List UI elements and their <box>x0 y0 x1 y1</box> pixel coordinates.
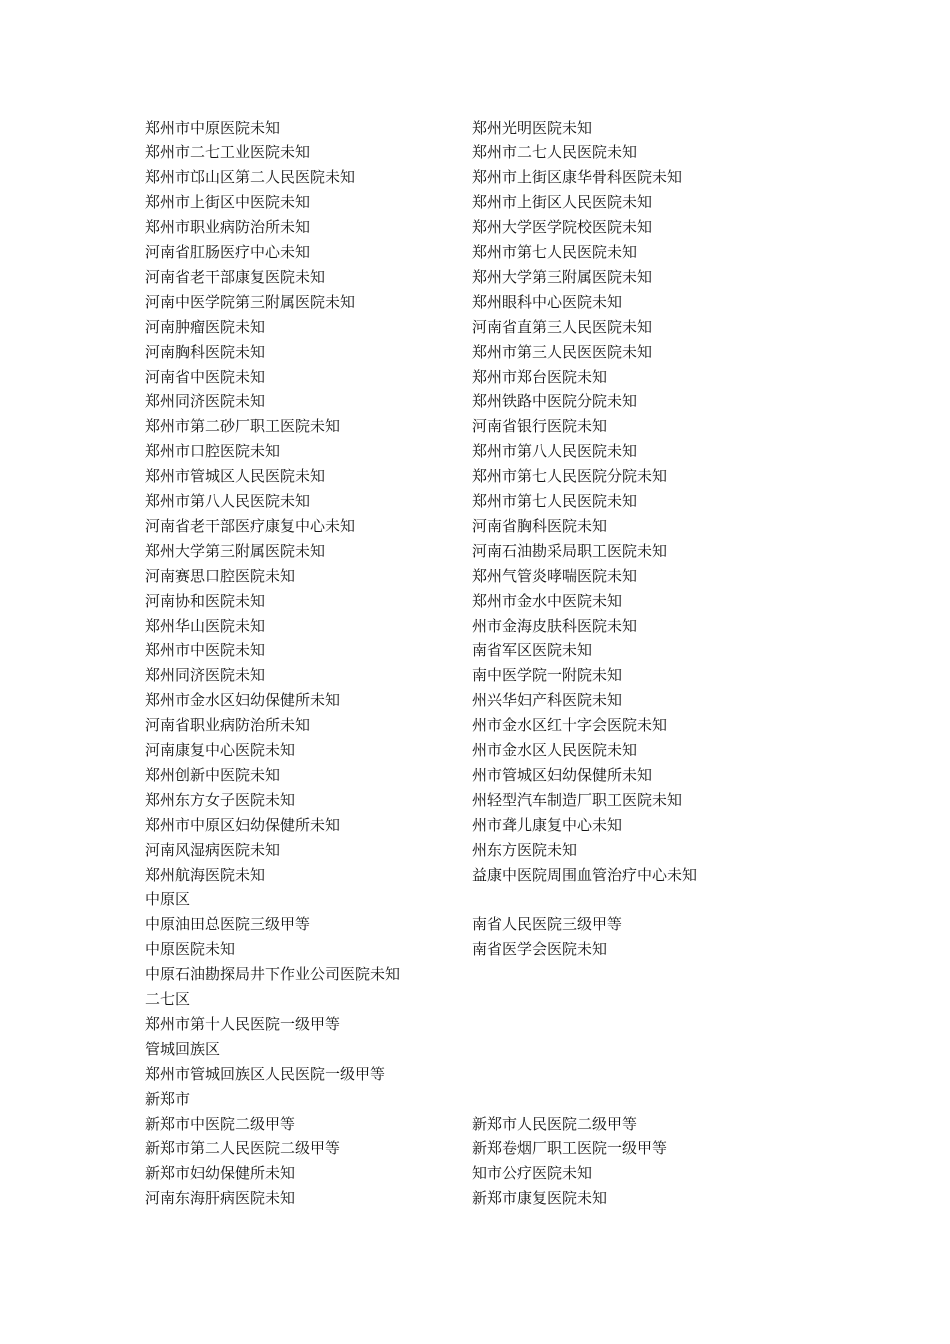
hospital-entry-left: 河南康复中心医院未知 <box>145 741 296 759</box>
hospital-entry-right: 河南省胸科医院未知 <box>472 516 608 535</box>
hospital-entry-right: 郑州市第八人民医院未知 <box>472 442 638 461</box>
hospital-row <box>0 688 950 713</box>
district-heading: 新郑市 <box>145 1089 191 1108</box>
hospital-row <box>0 190 950 215</box>
hospital-row <box>0 788 950 813</box>
hospital-entry-left: 郑州市第二砂厂职工医院未知 <box>145 417 341 436</box>
hospital-row <box>0 265 950 290</box>
hospital-entry-left: 河南赛思口腔医院未知 <box>145 566 296 585</box>
hospital-entry-left: 河南东海肝病医院未知 <box>145 1189 296 1208</box>
hospital-entry-right: 郑州铁路中医院分院未知 <box>472 392 638 411</box>
hospital-entry-right: 河南省直第三人民医院未知 <box>472 317 653 336</box>
hospital-entry-left: 中原医院未知 <box>145 940 236 959</box>
hospital-entry-right: 州市金海皮肤科医院未知 <box>472 616 638 635</box>
hospital-entry-left: 郑州市上街区中医院未知 <box>145 193 311 212</box>
hospital-entry-right: 郑州市二七人民医院未知 <box>472 143 638 162</box>
hospital-entry-left: 中原石油勘探局井下作业公司医院未知 <box>145 965 401 984</box>
hospital-row <box>0 912 950 937</box>
district-heading-row <box>0 887 950 912</box>
hospital-entry-left: 郑州创新中医院未知 <box>145 765 281 784</box>
hospital-entry-right: 南中医学院一附院未知 <box>472 666 623 685</box>
hospital-entry-right: 州东方医院未知 <box>472 840 578 859</box>
hospital-entry-right: 州市金水区红十字会医院未知 <box>472 716 668 735</box>
district-heading-row <box>0 1037 950 1062</box>
hospital-entry-right: 郑州大学第三附属医院未知 <box>472 267 653 286</box>
hospital-row <box>0 140 950 165</box>
hospital-entry-right: 新郑市人民医院二级甲等 <box>472 1114 638 1133</box>
hospital-row <box>0 564 950 589</box>
hospital-entry-right: 州市管城区妇幼保健所未知 <box>472 765 653 784</box>
hospital-entry-left: 郑州市第八人民医院未知 <box>145 492 311 510</box>
hospital-entry-left: 河南胸科医院未知 <box>145 342 266 361</box>
hospital-entry-left: 郑州市金水区妇幼保健所未知 <box>145 691 341 710</box>
hospital-row <box>0 116 950 141</box>
hospital-entry-left: 郑州东方女子医院未知 <box>145 790 296 809</box>
district-heading: 管城回族区 <box>145 1039 221 1058</box>
hospital-row <box>0 962 950 987</box>
hospital-entry-left: 郑州市中医院未知 <box>145 641 266 660</box>
hospital-row <box>0 937 950 962</box>
hospital-entry-left: 郑州华山医院未知 <box>145 616 266 635</box>
hospital-row <box>0 614 950 639</box>
hospital-entry-left: 郑州市口腔医院未知 <box>145 442 281 461</box>
hospital-row <box>0 290 950 315</box>
hospital-entry-right: 河南省银行医院未知 <box>472 417 608 436</box>
hospital-entry-right: 郑州光明医院未知 <box>472 118 593 137</box>
hospital-entry-right: 郑州市第三人民医医院未知 <box>472 342 653 361</box>
hospital-row <box>0 439 950 464</box>
hospital-entry-right: 郑州大学医学院校医院未知 <box>472 218 653 237</box>
district-heading: 二七区 <box>145 990 191 1008</box>
hospital-row <box>0 1012 950 1037</box>
hospital-entry-left: 郑州市第十人民医院一级甲等 <box>145 1014 341 1033</box>
hospital-row <box>0 663 950 688</box>
hospital-entry-right: 州市聋儿康复中心未知 <box>472 815 623 834</box>
hospital-entry-left: 河南省老干部医疗康复中心未知 <box>145 516 356 535</box>
hospital-row <box>0 1161 950 1186</box>
hospital-row <box>0 365 950 390</box>
hospital-entry-right: 郑州市金水中医院未知 <box>472 591 623 610</box>
hospital-entry-left: 郑州市中原医院未知 <box>145 118 281 137</box>
hospital-entry-right: 知市公疗医院未知 <box>472 1164 593 1183</box>
hospital-row <box>0 589 950 614</box>
hospital-row <box>0 389 950 414</box>
hospital-entry-left: 河南中医学院第三附属医院未知 <box>145 292 356 311</box>
hospital-row <box>0 240 950 265</box>
hospital-entry-right: 郑州市第七人民医院未知 <box>472 492 638 510</box>
hospital-entry-right: 南省军区医院未知 <box>472 641 593 660</box>
hospital-entry-left: 郑州同济医院未知 <box>145 392 266 411</box>
hospital-entry-left: 郑州市管城回族区人民医院一级甲等 <box>145 1064 386 1083</box>
hospital-entry-left: 河南肿瘤医院未知 <box>145 317 266 336</box>
hospital-row <box>0 414 950 439</box>
hospital-entry-left: 郑州市二七工业医院未知 <box>145 143 311 162</box>
hospital-entry-right: 州兴华妇产科医院未知 <box>472 691 623 710</box>
hospital-entry-left: 河南省老干部康复医院未知 <box>145 267 326 286</box>
hospital-entry-right: 南省医学会医院未知 <box>472 940 608 959</box>
hospital-entry-left: 河南协和医院未知 <box>145 591 266 610</box>
district-heading-row <box>0 987 950 1012</box>
hospital-entry-right: 郑州气管炎哮喘医院未知 <box>472 566 638 585</box>
hospital-row <box>0 813 950 838</box>
hospital-entry-right: 州市金水区人民医院未知 <box>472 741 638 759</box>
hospital-entry-left: 新郑市妇幼保健所未知 <box>145 1164 296 1183</box>
hospital-row <box>0 215 950 240</box>
hospital-entry-right: 州轻型汽车制造厂职工医院未知 <box>472 790 683 809</box>
district-heading-row <box>0 1087 950 1112</box>
hospital-row <box>0 1136 950 1161</box>
hospital-row <box>0 1186 950 1211</box>
hospital-row <box>0 165 950 190</box>
hospital-entry-right: 郑州市上街区人民医院未知 <box>472 193 653 212</box>
hospital-row <box>0 315 950 340</box>
hospital-row <box>0 514 950 539</box>
hospital-row <box>0 763 950 788</box>
hospital-entry-left: 郑州航海医院未知 <box>145 865 266 884</box>
hospital-row <box>0 464 950 489</box>
hospital-row <box>0 863 950 888</box>
hospital-entry-left: 河南省中医院未知 <box>145 367 266 386</box>
hospital-row <box>0 1112 950 1137</box>
hospital-entry-left: 郑州市管城区人民医院未知 <box>145 467 326 486</box>
hospital-entry-right: 新郑市康复医院未知 <box>472 1189 608 1208</box>
hospital-entry-left: 中原油田总医院三级甲等 <box>145 915 311 934</box>
hospital-entry-right: 新郑卷烟厂职工医院一级甲等 <box>472 1139 668 1158</box>
hospital-entry-left: 新郑市第二人民医院二级甲等 <box>145 1139 341 1158</box>
hospital-row <box>0 713 950 738</box>
hospital-row <box>0 838 950 863</box>
hospital-row <box>0 340 950 365</box>
hospital-entry-right: 郑州市上街区康华骨科医院未知 <box>472 168 683 187</box>
hospital-row <box>0 1062 950 1087</box>
hospital-entry-left: 河南省职业病防治所未知 <box>145 716 311 735</box>
hospital-entry-right: 郑州市第七人民医院分院未知 <box>472 467 668 486</box>
hospital-entry-right: 河南石油勘采局职工医院未知 <box>472 541 668 560</box>
hospital-row <box>0 489 950 514</box>
hospital-entry-left: 郑州市邙山区第二人民医院未知 <box>145 168 356 187</box>
hospital-entry-left: 郑州市职业病防治所未知 <box>145 218 311 237</box>
hospital-entry-left: 河南风湿病医院未知 <box>145 840 281 859</box>
hospital-entry-right: 益康中医院周围血管治疗中心未知 <box>472 865 698 884</box>
hospital-row <box>0 738 950 763</box>
hospital-row <box>0 539 950 564</box>
district-heading: 中原区 <box>145 890 191 909</box>
hospital-entry-left: 河南省肛肠医疗中心未知 <box>145 243 311 261</box>
hospital-entry-right: 郑州眼科中心医院未知 <box>472 292 623 311</box>
hospital-entry-left: 郑州大学第三附属医院未知 <box>145 541 326 560</box>
hospital-entry-left: 郑州同济医院未知 <box>145 666 266 685</box>
hospital-entry-right: 郑州市郑台医院未知 <box>472 367 608 386</box>
hospital-entry-right: 郑州市第七人民医院未知 <box>472 243 638 261</box>
hospital-entry-right: 南省人民医院三级甲等 <box>472 915 623 934</box>
hospital-entry-left: 新郑市中医院二级甲等 <box>145 1114 296 1133</box>
hospital-row <box>0 638 950 663</box>
hospital-entry-left: 郑州市中原区妇幼保健所未知 <box>145 815 341 834</box>
